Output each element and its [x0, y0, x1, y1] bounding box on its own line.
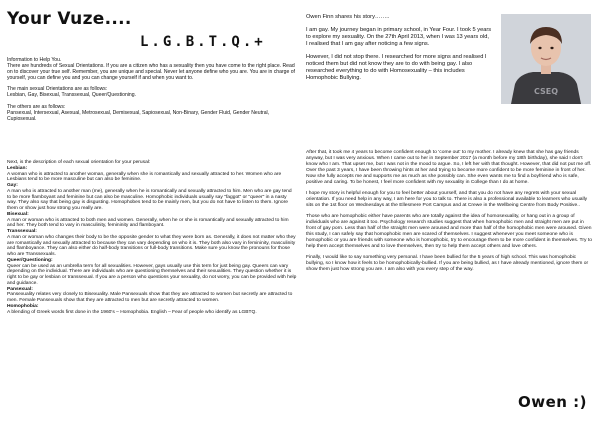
definition-text: Queer can be used as an umbrella term for all sexualities. However, gays usually use this term for just being gay. Queers can vary depending on the individual. There are individuals who are questioning themselves and their sexualities. They question whether it is right to be gay or lesbian or transsexual. If you are a person who questions your sexuality, do not worry, you can be provided with help and guidance.: [7, 263, 297, 286]
story-paragraph: I am gay. My journey began in primary school, in Year Four. I took 5 years to explore my sexuality. On the 27th April 2013, when I was 13 years old, I realised that I am gay after noticing a few signs.: [306, 27, 492, 48]
other-orientations: [7, 104, 297, 122]
definition-text: A blending of Greek words first done in the 1960's – Homophobia. English – Fear of people who identify as LGBTQ.: [7, 309, 257, 315]
shirt-text: CSEQ: [533, 87, 559, 96]
intro-lead: Information to Help You.: [7, 57, 62, 63]
intro-paragraph: There are hundreds of Sexual Orientations. If you are a citizen who has a sexuality then you have come to the right place. Read on to discover your true self. Remember, you are unique and special. Never let anyone define who you are. You are in charge of yourself, you can define you and you can change yourself if and when you want to.: [7, 63, 295, 82]
page-title: Your Vuze....: [7, 9, 132, 29]
author-photo: [501, 14, 591, 104]
story-paragraph: Those who are homophobic either have parents who are totally against the idea of homosexuality, or hang out in a group of individuals who are against it too. Psychology research studies suggest that when homophobic men and straight men are put in front of gay porn. Less than half of the straight men were aroused and more than half of the homophobic men were aroused. Given this study, I can safely say that homophobic men are scared of themselves. I suggest whenever you meet someone who is homophobic or you are friends with someone who is homophobic, try to encourage them to be more confident in themselves. Try to help them accept themselves and to love themselves, then try to help them accept others and love others.: [306, 214, 592, 249]
definition-text: A man who is attracted to another man (me), generally when he is romantically and sexually attracted to him. Men who are gay tend to be more flamboyant and feminine but can also be masculine. Homophobic individuals usually say "faggot" or "queer" in a nasty way. They also say that being gay is disgusting. Homophobes tend to be mainly men, but you do not have to listen to them. Ignore them or show just how strong you really are.: [7, 188, 292, 211]
main-orientations-heading: The main sexual Orientations are as follows:: [7, 86, 108, 93]
main-orientations-list: Lesbian, Gay, Bisexual, Transsexual, Queer/Questioning.: [7, 92, 137, 99]
story-paragraph: I hope my story is helpful enough for you to feel better about yourself, and that you do not have any regrets with your sexual orientation. If you need help in any way, I am here for you to talk to. There is also a professional available to learners who usually sits on the 1st floor on Wednesdays at the Ellesmere Port Campus and at Crewe in the Wellbeing Centre from Body Positive..: [306, 191, 588, 208]
definition-term: Gay:: [7, 183, 18, 188]
definition-term: Homophobia:: [7, 303, 39, 309]
story-body: [306, 150, 592, 278]
intro-block: [7, 57, 297, 81]
definition-term: Bisexual:: [7, 211, 29, 217]
definition-text: A man or woman who is attracted to both men and women. Generally, when he or she is romantically and sexually attracted to him and her. They both tend to vary in masculinity, femininity and flamboyant.: [7, 217, 289, 229]
other-orientations-list: Pansexual, Intersexual, Asexual, Metrosexual, Demisexual, Sapiosexual, Non-Binary, Gender Fluid, Gender Neutral, Cupiosexual.: [7, 109, 270, 122]
signoff: Owen :): [518, 393, 588, 411]
definition-text: Pansexuality relates very closely to Bisexuality. Male Pansexuals show that they are attracted to women but secretly are attracted to men. Female Pansexuals show that they are attracted to men but are secretly attracted to women.: [7, 292, 293, 303]
definitions-heading: Next, is the description of each sexual orientation for your perusal:: [7, 160, 151, 165]
page-subtitle: L.G.B.T.Q.+: [140, 34, 266, 50]
definition-term: Transsexual:: [7, 229, 37, 234]
story-paragraph: Finally, I would like to say something very personal. I have been bullied for the 5 years of high school. This was homophobic bullying, so I know how it feels to be homophobically-bullied. If you are being bullied, as I have already mentioned, ignore them or show them just how strong you are. I am also with you every step of the way.: [306, 255, 589, 272]
definition-text: A woman who is attracted to another woman, generally when she is romantically and sexually attracted to her. Women who are Lesbians tend to be more masculine but can also be feminine.: [7, 171, 282, 183]
definitions-section: [7, 160, 297, 315]
other-orientations-heading: The others are as follows:: [7, 103, 66, 110]
story-paragraph: However, I did not stop there. I researched for more signs and realised I noticed them but did not know they are to do with being gay. I also researched everything to do with Homosexuality – this includes Homophobic Bullying.: [306, 54, 487, 82]
story-header: [306, 14, 492, 88]
definition-term: Queer/Questioning:: [7, 257, 53, 263]
main-orientations: [7, 86, 297, 98]
story-heading: Owen Finn shares his story……..: [306, 14, 390, 20]
portrait-image: [501, 14, 591, 104]
intro-section: [7, 57, 297, 127]
definition-term: Lesbian:: [7, 165, 28, 171]
definition-text: A man or woman who changes their body to be the opposite gender to what they were born as. Generally, it does not matter who they are romantically and sexually attracted to because they can vary depending on who it is. They both also vary in femininity, masculinity and flamboyance. They can also either do half-body transitions or full-body transitions. Make sure you know the pronouns for those who are Transsexuals.: [7, 234, 296, 257]
story-paragraph: After that, it took me 4 years to become confident enough to 'come out' to my mother. I already knew that she has gay friends anyway, but I was very anxious. When I came out to her in September 2017 (a month before my 18th birthday), she said I don't know who I am. That upset me, but I was not in the mood to argue. So, I left her with that thought. However, that did not put me off. Over the past 3 years, I have been throwing hints at her and trying to become more confident to be more feminine in front of her. Now she fully accepts me and supports me as much as she possibly can. She even wants me to find a boyfriend who is safe, positive and caring. To be honest, I feel more confident with my sexuality in College than I do at home.: [306, 150, 592, 185]
definition-term: Pansexual:: [7, 286, 33, 292]
